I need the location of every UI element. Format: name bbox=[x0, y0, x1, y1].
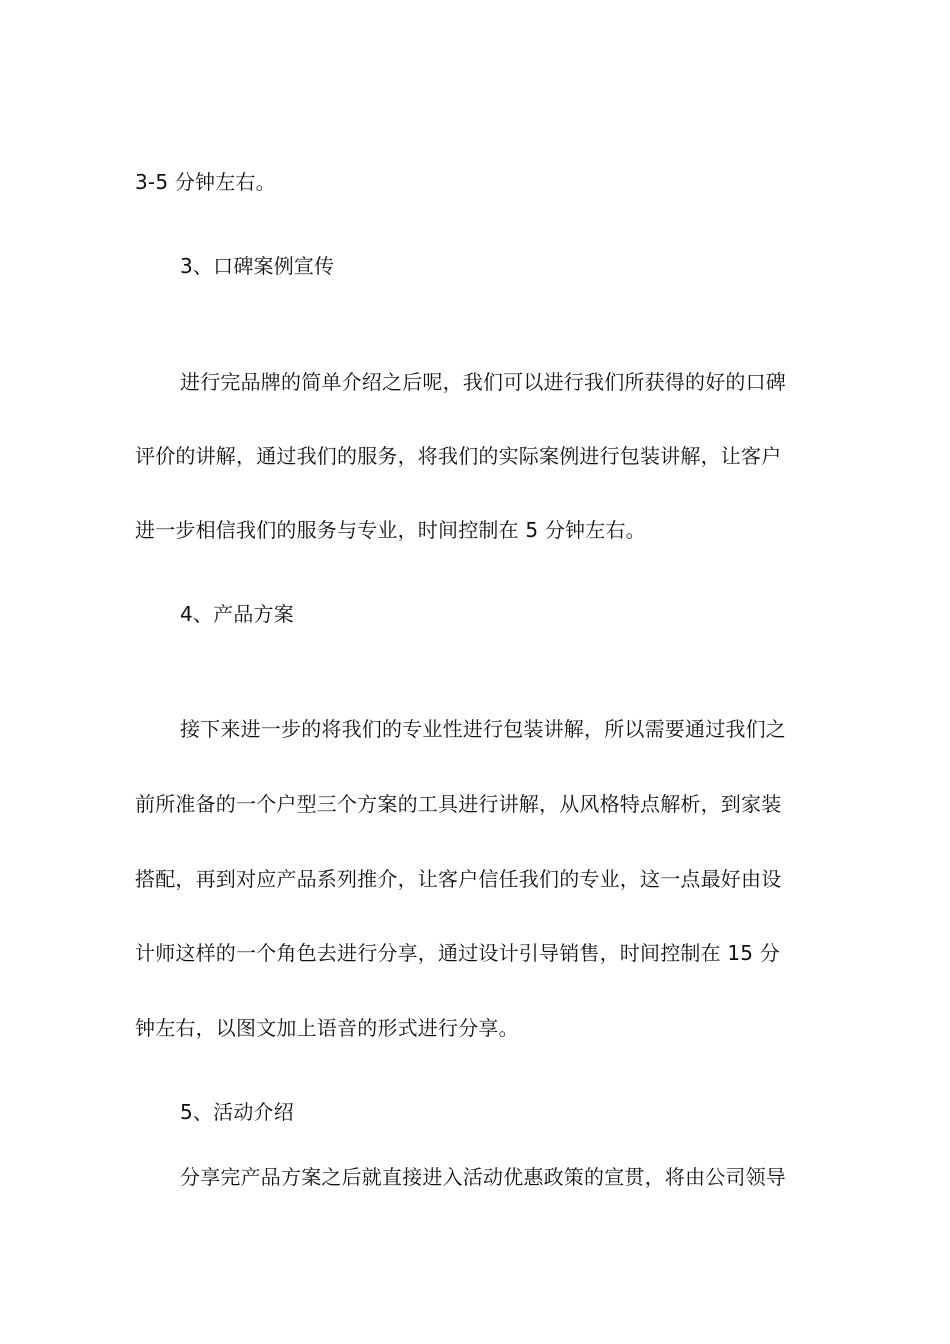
paragraph-line: 前所准备的一个户型三个方案的工具进行讲解，从风格特点解析，到家装 bbox=[135, 792, 782, 816]
paragraph-line: 进行完品牌的简单介绍之后呢，我们可以进行我们所获得的好的口碑 bbox=[180, 370, 786, 394]
paragraph-line: 接下来进一步的将我们的专业性进行包装讲解，所以需要通过我们之 bbox=[180, 717, 786, 741]
paragraph-line: 进一步相信我们的服务与专业，时间控制在 5 分钟左右。 bbox=[135, 518, 646, 542]
paragraph-line: 分享完产品方案之后就直接进入活动优惠政策的宣贯，将由公司领导 bbox=[180, 1165, 786, 1189]
paragraph-line: 钟左右，以图文加上语音的形式进行分享。 bbox=[135, 1016, 519, 1040]
section-heading-5: 5、活动介绍 bbox=[180, 1100, 294, 1124]
section-heading-4: 4、产品方案 bbox=[180, 602, 294, 626]
paragraph-line: 搭配，再到对应产品系列推介，让客户信任我们的专业，这一点最好由设 bbox=[135, 867, 782, 891]
paragraph-line: 3-5 分钟左右。 bbox=[135, 170, 276, 194]
section-heading-3: 3、口碑案例宣传 bbox=[180, 254, 335, 278]
paragraph-line: 计师这样的一个角色去进行分享，通过设计引导销售，时间控制在 15 分 bbox=[135, 941, 780, 965]
paragraph-line: 评价的讲解，通过我们的服务，将我们的实际案例进行包装讲解，让客户 bbox=[135, 444, 782, 468]
